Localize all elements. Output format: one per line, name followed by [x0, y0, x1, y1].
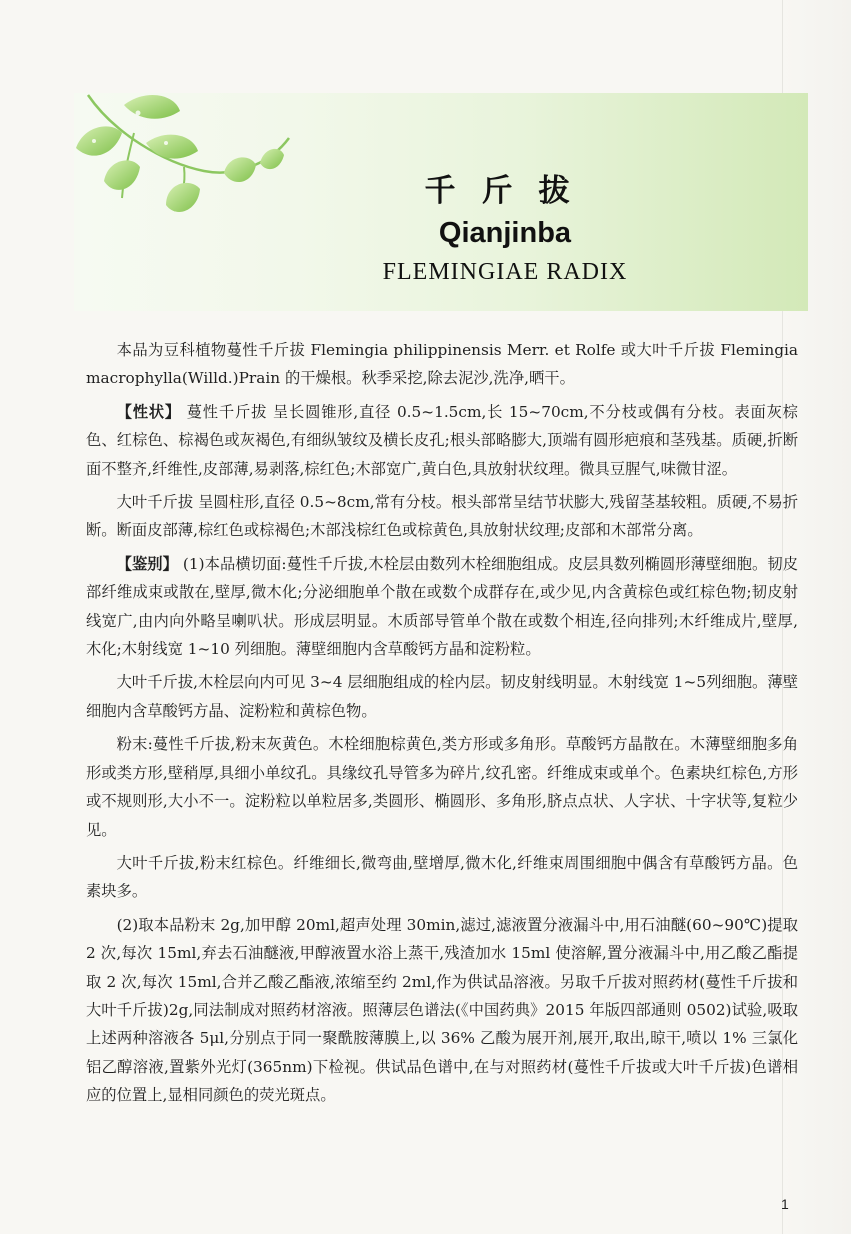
- characteristics-paragraph-2: 大叶千斤拔 呈圆柱形,直径 0.5~8cm,常有分枝。根头部常呈结节状膨大,残留茎基较粗。质硬,不易折断。断面皮部薄,棕红色或棕褐色;木部浅棕红色或棕黄色,具放射状纹理;皮部和木部常分离。: [86, 493, 798, 540]
- identification-paragraph-4: 大叶千斤拔,粉末红棕色。纤维细长,微弯曲,壁增厚,微木化,纤维束周围细胞中偶含有草酸钙方晶。色素块多。: [86, 853, 798, 901]
- monograph-title-chinese: 千斤拔: [424, 173, 596, 209]
- section-label-characteristics: 【性状】: [116, 402, 182, 421]
- leaf-branch-illustration: [74, 93, 314, 243]
- identification-paragraph-5: (2)取本品粉末 2g,加甲醇 20ml,超声处理 30min,滤过,滤液置分液漏斗中,用石油醚(60~90℃)提取 2 次,每次 15ml,弃去石油醚液,甲醇液置水浴上蒸干,残渣加水 15ml 使溶解,置分液漏斗中,用乙酸乙酯提取 2 次,每次 15ml,合并乙酸乙酯液,浓缩至约 2ml,作为供试品溶液。另取千斤拔对照药材(蔓性千斤拔和大叶千斤拔)2g,同法制成对照药材溶液。照薄层色谱法(《中国药典》2015 年版四部通则 0502)试验,吸取上述两种溶液各 5μl,分别点于同一聚酰胺薄膜上,以 36% 乙酸为展开剂,展开,取出,晾干,喷以 1% 三氯化铝乙醇溶液,置紫外光灯(365nm)下检视。供试品色谱中,在与对照药材(蔓性千斤拔或大叶千斤拔)色谱相应的位置上,显相同颜色的荧光斑点。: [86, 915, 798, 1105]
- identification-paragraph-3: 粉末:蔓性千斤拔,粉末灰黄色。木栓细胞棕黄色,类方形或多角形。草酸钙方晶散在。木薄壁细胞多角形或类方形,壁稍厚,具细小单纹孔。具缘纹孔导管多为碎片,纹孔密。纤维成束或单个。色素块红棕色,方形或不规则形,大小不一。淀粉粒以单粒居多,类圆形、椭圆形、多角形,脐点点状、人字状、十字状等,复粒少见。: [86, 735, 798, 839]
- identification-text-1: (1)本品横切面:蔓性千斤拔,木栓层由数列木栓细胞组成。皮层具数列椭圆形薄壁细胞。韧皮部纤维成束或散在,壁厚,微木化;分泌细胞单个散在或数个成群存在,或少见,内含黄棕色或红棕色物;韧皮射线宽广,由内向外略呈喇叭状。形成层明显。木质部导管单个散在或数个相连,径向排列;木纤维成片,壁厚,木化;木射线宽 1~10 列细胞。薄壁细胞内含草酸钙方晶和淀粉粒。: [86, 554, 798, 659]
- identification-paragraph: [86, 550, 798, 664]
- title-banner: [74, 93, 808, 311]
- intro-paragraph: 本品为豆科植物蔓性千斤拔 Flemingia philippinensis Merr. et Rolfe 或大叶千斤拔 Flemingia macrophylla(Willd.)Prain 的干燥根。秋季采挖,除去泥沙,洗净,晒干。: [86, 341, 798, 388]
- identification-paragraph-2: 大叶千斤拔,木栓层向内可见 3~4 层细胞组成的栓内层。韧皮射线明显。木射线宽 1~5列细胞。薄壁细胞内含草酸钙方晶、淀粉粒和黄棕色物。: [86, 673, 798, 720]
- monograph-title-latin: FLEMINGIAE RADIX: [382, 259, 628, 285]
- section-label-identification: 【鉴别】: [116, 554, 178, 573]
- characteristics-paragraph: [86, 398, 798, 483]
- page-number: 1: [781, 1196, 789, 1212]
- characteristics-text: 蔓性千斤拔 呈长圆锥形,直径 0.5~1.5cm,长 15~70cm,不分枝或偶有分枝。表面灰棕色、红棕色、棕褐色或灰褐色,有细纵皱纹及横长皮孔;根头部略膨大,顶端有圆形疤痕和茎残基。质硬,折断面不整齐,纤维性,皮部薄,易剥落,棕红色;木部宽广,黄白色,具放射状纹理。微具豆腥气,味微甘涩。: [86, 402, 798, 478]
- monograph-title-pinyin: Qianjinba: [438, 217, 572, 249]
- monograph-body: [86, 336, 798, 1115]
